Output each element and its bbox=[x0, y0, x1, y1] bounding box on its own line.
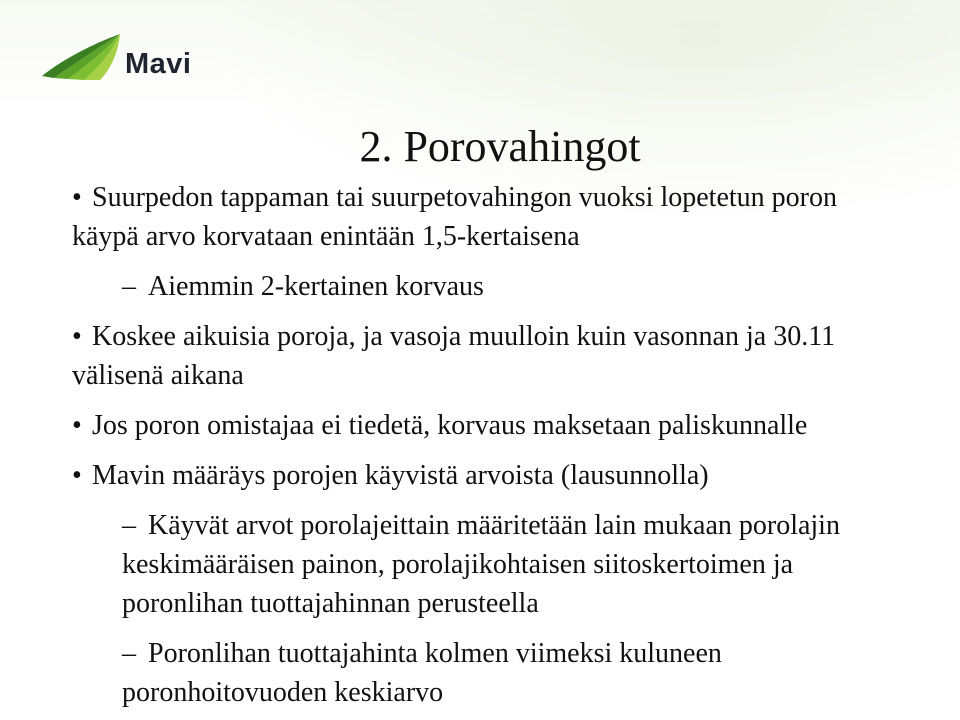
bullet-marker: • bbox=[72, 410, 82, 441]
list-item-text: Aiemmin 2-kertainen korvaus bbox=[148, 271, 484, 302]
list-item-text: Suurpedon tappaman tai suurpetovahingon vuoksi lopetetun poron käypä arvo korvataan enintään 1,5-kertaisena bbox=[72, 182, 837, 252]
mavi-logo bbox=[40, 30, 200, 86]
list-item-text: Poronlihan tuottajahinta kolmen viimeksi kuluneen poronhoitovuoden keskiarvo bbox=[122, 638, 722, 708]
bullet-marker: • bbox=[72, 460, 82, 491]
list-item-text: Käyvät arvot porolajeittain määritetään lain mukaan porolajin keskimääräisen painon, porolajikohtaisen siitoskertoimen ja poronlihan tuottajahinnan perusteella bbox=[122, 510, 840, 619]
list-subitem bbox=[122, 634, 902, 712]
list-item-text: Koskee aikuisia poroja, ja vasoja muulloin kuin vasonnan ja 30.11 välisenä aikana bbox=[72, 321, 836, 391]
bullet-list bbox=[72, 178, 902, 720]
dash-marker: – bbox=[122, 638, 136, 669]
list-item bbox=[72, 456, 902, 495]
bullet-marker: • bbox=[72, 182, 82, 213]
list-subitem bbox=[122, 506, 902, 623]
slide-title: 2. Porovahingot bbox=[359, 122, 641, 171]
dash-marker: – bbox=[122, 271, 136, 302]
logo-wordmark: Mavi bbox=[125, 48, 192, 80]
list-item bbox=[72, 317, 902, 395]
list-item bbox=[72, 406, 902, 445]
leaf-stripes-icon bbox=[40, 30, 124, 86]
list-item-text: Mavin määräys porojen käyvistä arvoista (lausunnolla) bbox=[92, 460, 709, 491]
list-item-text: Jos poron omistajaa ei tiedetä, korvaus maksetaan paliskunnalle bbox=[92, 410, 808, 441]
bullet-marker: • bbox=[72, 321, 82, 352]
list-item bbox=[72, 178, 902, 256]
dash-marker: – bbox=[122, 510, 136, 541]
list-subitem bbox=[122, 267, 902, 306]
